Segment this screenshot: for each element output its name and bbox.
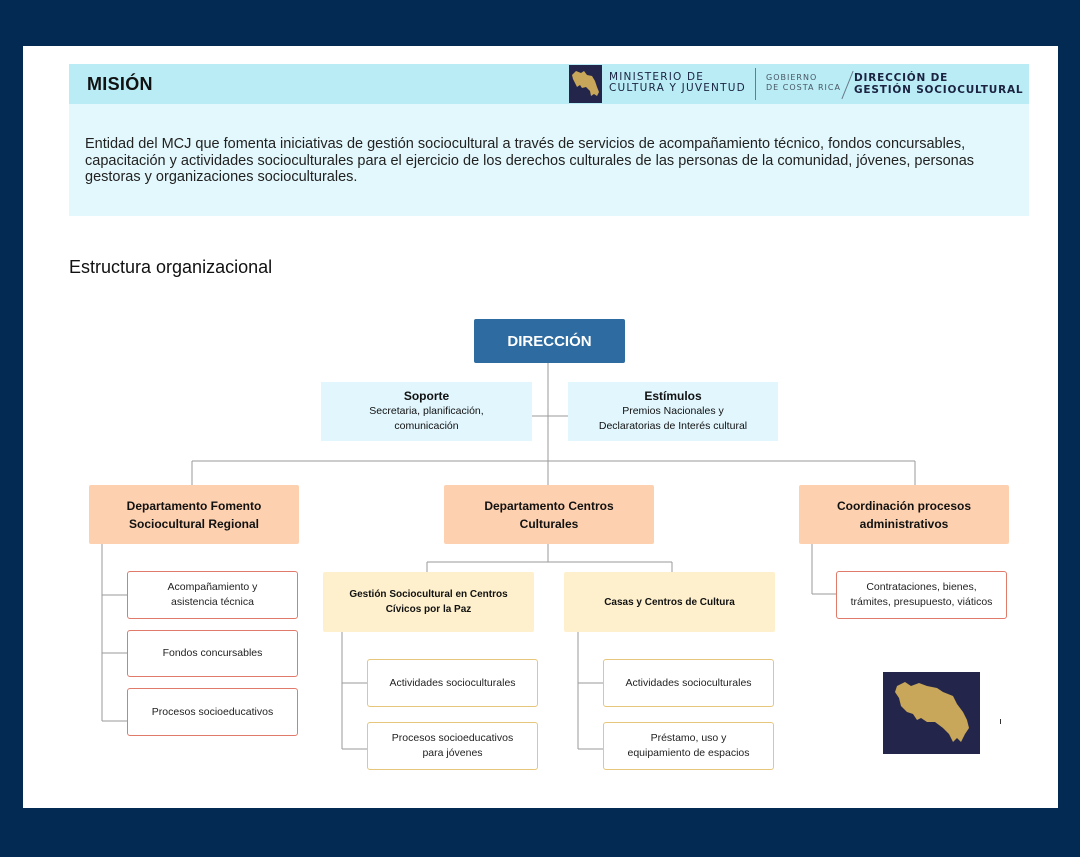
gestion-ccp-line1: Gestión Sociocultural en Centros [349, 589, 508, 600]
mission-title: MISIÓN [87, 74, 153, 94]
ministry-logo-text: MINISTERIO DE CULTURA Y JUVENTUD [609, 71, 746, 94]
estimulos-line1: Premios Nacionales y [622, 405, 724, 417]
gestion-ccp-line2: Cívicos por la Paz [385, 604, 472, 615]
direccion-label: DIRECCIÓN [507, 332, 592, 350]
coord-admin-line2: administrativos [859, 516, 949, 531]
costa-rica-map-decoration [883, 672, 980, 754]
document-page [23, 46, 1058, 808]
soporte-line2: comunicación [394, 420, 459, 432]
costa-rica-map-icon [883, 672, 980, 754]
estimulos-node [568, 382, 778, 441]
dept-fomento-line2: Sociocultural Regional [128, 516, 260, 531]
gestion-item-1: Actividades socioculturales [367, 659, 538, 707]
soporte-title: Soporte [403, 389, 450, 403]
dept-fomento-node [89, 485, 299, 544]
coord-admin-node [799, 485, 1009, 544]
dept-centros-line1: Departamento Centros [484, 498, 614, 513]
estimulos-title: Estímulos [644, 389, 702, 403]
gestion-item-2: Procesos socioeducativos para jóvenes [367, 722, 538, 770]
small-mark [1000, 719, 1001, 724]
casas-item-1: Actividades socioculturales [603, 659, 774, 707]
estimulos-line2: Declaratorias de Interés cultural [598, 420, 748, 432]
dept-centros-line2: Culturales [519, 516, 579, 531]
fomento-item-2: Fondos concursables [127, 630, 298, 677]
mission-text: Entidad del MCJ que fomenta iniciativas de gestión sociocultural a través de servicios de acompañamiento técnico, fondos concursables, capacitación y actividades socioculturales para el ejercicio de los derechos culturales de las personas de la comunidad, jóvenes, personas gestoras y organizaciones socioculturales. [85, 136, 975, 185]
gestion-ccp-node [323, 572, 534, 632]
government-text: GOBIERNO DE COSTA RICA [766, 73, 841, 92]
casas-item-2: Préstamo, uso y equipamiento de espacios [603, 722, 774, 770]
direccion-node [474, 319, 625, 363]
dept-centros-node [444, 485, 654, 544]
soporte-node [321, 382, 532, 441]
coord-admin-line1: Coordinación procesos [836, 498, 972, 513]
section-title: Estructura organizacional [69, 257, 273, 277]
admin-item-1: Contrataciones, bienes, trámites, presupuesto, viáticos [836, 571, 1007, 619]
direction-logo-text: DIRECCIÓN DE GESTIÓN SOCIOCULTURAL [854, 72, 1024, 96]
fomento-item-3: Procesos socioeducativos [127, 688, 298, 736]
casas-line1: Casas y Centros de Cultura [604, 596, 735, 608]
dept-fomento-line1: Departamento Fomento [126, 498, 262, 513]
fomento-item-1: Acompañamiento y asistencia técnica [127, 571, 298, 619]
soporte-line1: Secretaria, planificación, [369, 405, 484, 417]
casas-node [564, 572, 775, 632]
